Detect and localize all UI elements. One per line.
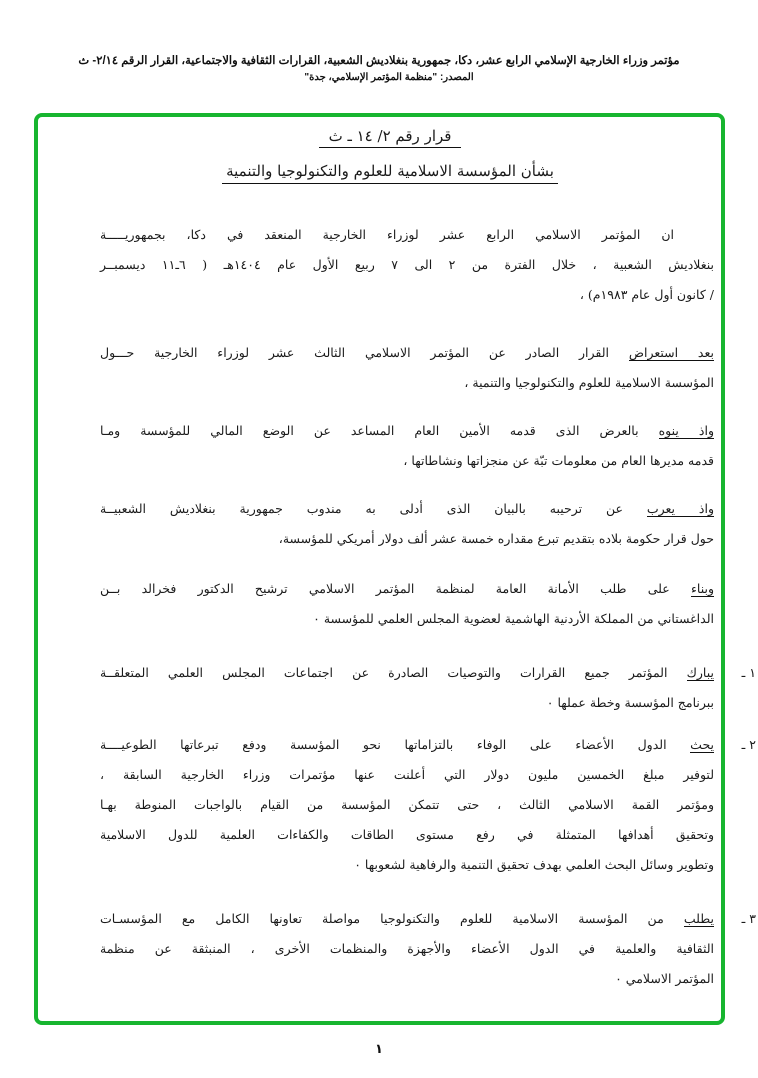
paragraph-keyword: واذ يعرب <box>646 501 714 516</box>
paragraph-keyword: بعد استعراض <box>628 345 714 360</box>
page-number: ١ <box>375 1042 383 1057</box>
preamble-paragraph: ان المؤتمر الاسلامي الرابع عشر لوزراء الخارجية المنعقد في دكا، بجمهوريـــــة بنغلاديش الشعبية ، خلال الفترة من ٢ الى ٧ ربيع الأول عام ١٤٠٤هـ ( ٦ـ١١ ديسمبــر / كانون أول عام ١٩٨٣م) ، <box>100 227 715 302</box>
operative-item: ٢ ـ يحث الدول الأعضاء على الوفاء بالتزاماتها نحو المؤسسة ودفع تبرعاتها الطوعيــــة لتوفير مبلغ الخمسين مليون دولار التي أعلنت عنها مؤتمرات وزراء الخارجية السابقة ، ومؤتمر القمة الاسلامي الثالث ، حتى تتمكن المؤسسة من القيام بالواجبات المنوطة بهـا وتحقيق أهدافها المتمثلة في رفع مستوى الطاقات والكفاءات العلمية للدول الاسلامية وتطوير وسائل البحث العلمي بهدف تحقيق التنمية والرفاهية لشعوبها ٠ <box>100 730 714 880</box>
preamble-paragraph: بعد استعراض القرار الصادر عن المؤتمر الاسلامي الثالث عشر لوزراء الخارجية حـــول المؤسسة الاسلامية للعلوم والتكنولوجيا والتنمية ، <box>100 345 714 390</box>
operative-item: ١ ـ يبارك المؤتمر جميع القرارات والتوصيات الصادرة عن اجتماعات المجلس العلمي المتعلقــة ببرنامج المؤسسة وخطة عملها ٠ <box>100 658 714 718</box>
page-header <box>0 52 758 86</box>
paragraph-keyword: وبناء <box>691 581 714 596</box>
item-number: ١ ـ <box>741 665 756 680</box>
preamble-paragraph: واذ ينوه بالعرض الذى قدمه الأمين العام المساعد عن الوضع المالي للمؤسسة ومـا قدمه مديرها العام من معلومات تبّة عن منجزاتها ونشاطاتها ، <box>100 423 714 468</box>
item-keyword: يبارك <box>686 665 714 680</box>
operative-item: ٣ ـ يطلب من المؤسسة الاسلامية للعلوم والتكنولوجيا مواصلة تعاونها الكامل مع المؤسسـات الثقافية والعلمية في الدول الأعضاء والأجهزة والمنظمات الأخرى ، المنبثقة عن منظمة المؤتمر الاسلامي ٠ <box>100 904 714 994</box>
item-number: ٣ ـ <box>741 911 756 926</box>
document-source: المصدر: "منظمة المؤتمر الإسلامي، جدة" <box>304 72 474 83</box>
decision-number: قرار رقم ٢/ ١٤ ـ ث <box>60 127 720 145</box>
paragraph-keyword: واذ ينوه <box>658 423 714 438</box>
item-keyword: يطلب <box>683 911 714 926</box>
document-header-title: مؤتمر وزراء الخارجية الإسلامي الرابع عشر، دكا، جمهورية بنغلاديش الشعبية، القرارات الثقافية والاجتماعية، القرار الرقم ٢/١٤- ث <box>78 55 680 67</box>
item-keyword: يحث <box>690 737 714 752</box>
item-number: ٢ ـ <box>741 737 756 752</box>
preamble-paragraph: وبناء على طلب الأمانة العامة لمنظمة المؤتمر الاسلامي ترشيح الدكتور فخرالد بــن الداغستاني من المملكة الأردنية الهاشمية لعضوية المجلس العلمي للمؤسسة ٠ <box>100 581 714 626</box>
preamble-paragraph: واذ يعرب عن ترحيبه بالبيان الذى أدلى به مندوب جمهورية بنغلاديش الشعبيــة حول قرار حكومة بلاده بتقديم تبرع مقداره خمسة عشر ألف دولار أمريكي للمؤسسة، <box>100 501 714 546</box>
decision-subject: بشأن المؤسسة الاسلامية للعلوم والتكنولوجيا والتنمية <box>60 162 720 180</box>
